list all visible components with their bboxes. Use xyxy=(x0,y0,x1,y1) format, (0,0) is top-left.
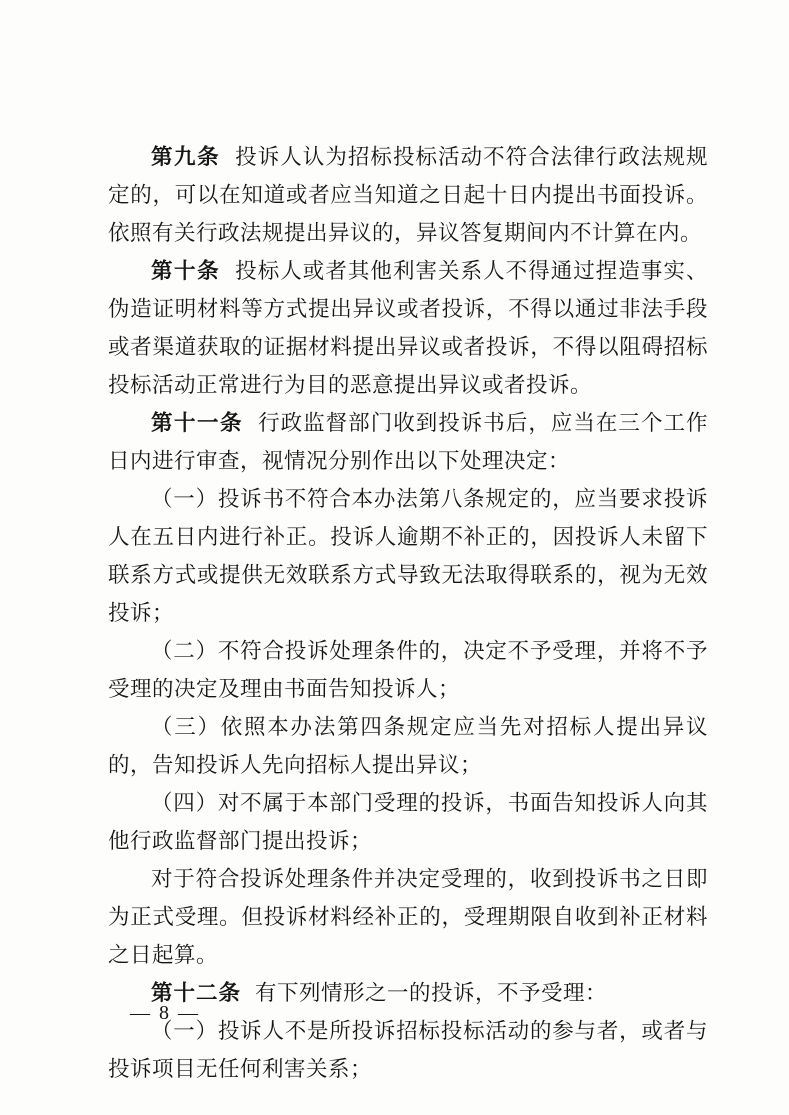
item-text: （三）依照本办法第四条规定应当先对招标人提出异议的，告知投诉人先向招标人提出异议； xyxy=(108,715,708,777)
item-text: （四）对不属于本部门受理的投诉，书面告知投诉人向其他行政监督部门提出投诉； xyxy=(108,791,708,853)
article-10-text: 投标人或者其他利害关系人不得通过捏造事实、伪造证明材料等方式提出异议或者投诉，不得以通过非法手段或者渠道获取的证据材料提出异议或者投诉，不得以阻碍招标投标活动正常进行为目的恶意提出异议或者投诉。 xyxy=(108,259,708,397)
paragraph-article-11-item-2 xyxy=(108,632,708,708)
paragraph-article-11-item-4 xyxy=(108,784,708,860)
item-text: 对于符合投诉处理条件并决定受理的，收到投诉书之日即为正式受理。但投诉材料经补正的，受理期限自收到补正材料之日起算。 xyxy=(108,867,708,967)
article-11-heading: 第十一条 xyxy=(151,411,244,435)
paragraph-article-10 xyxy=(108,252,708,404)
article-12-heading: 第十二条 xyxy=(151,981,242,1005)
document-body xyxy=(108,138,708,1088)
article-12-text: 有下列情形之一的投诉，不予受理： xyxy=(254,981,607,1005)
paragraph-article-11-item-1 xyxy=(108,480,708,632)
article-11-text: 行政监督部门收到投诉书后，应当在三个工作日内进行审查，视情况分别作出以下处理决定： xyxy=(108,411,708,473)
paragraph-article-11-item-3 xyxy=(108,708,708,784)
page-number: — 8 — xyxy=(130,1002,200,1024)
paragraph-article-9 xyxy=(108,138,708,252)
item-text: （二）不符合投诉处理条件的，决定不予受理，并将不予受理的决定及理由书面告知投诉人； xyxy=(108,639,708,701)
item-text: （一）投诉书不符合本办法第八条规定的，应当要求投诉人在五日内进行补正。投诉人逾期不补正的，因投诉人未留下联系方式或提供无效联系方式导致无法取得联系的，视为无效投诉； xyxy=(108,487,708,625)
article-9-text: 投诉人认为招标投标活动不符合法律行政法规规定的，可以在知道或者应当知道之日起十日内提出书面投诉。依照有关行政法规提出异议的，异议答复期间内不计算在内。 xyxy=(108,145,708,245)
article-10-heading: 第十条 xyxy=(151,259,221,283)
article-9-heading: 第九条 xyxy=(151,145,221,169)
paragraph-article-11 xyxy=(108,404,708,480)
paragraph-article-11-closing xyxy=(108,860,708,974)
item-text: （一）投诉人不是所投诉招标投标活动的参与者，或者与投诉项目无任何利害关系； xyxy=(108,1019,708,1081)
